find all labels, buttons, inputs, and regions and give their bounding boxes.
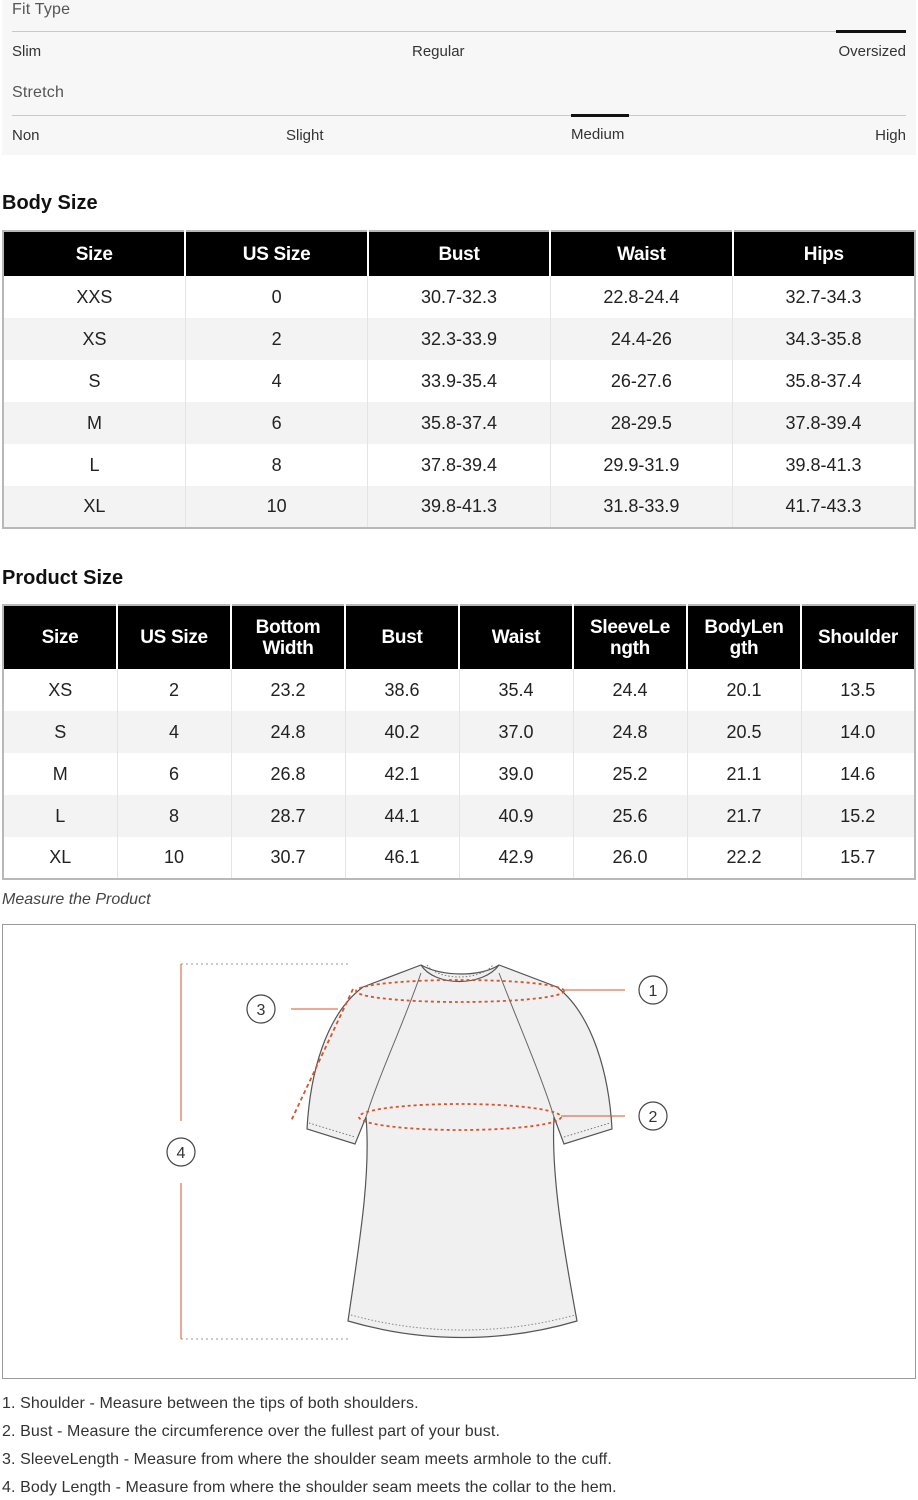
header-body-length: BodyLen gth	[687, 605, 801, 669]
table-cell: 37.0	[459, 711, 573, 753]
callout-2-label: 2	[648, 1109, 658, 1126]
table-cell: 35.8-37.4	[733, 360, 915, 402]
table-cell: 24.4-26	[550, 318, 732, 360]
fit-type-selected-marker	[836, 30, 906, 33]
table-cell: 37.8-39.4	[733, 402, 915, 444]
table-row	[3, 795, 915, 837]
fit-option-slim: Slim	[12, 43, 42, 60]
measurement-notes	[2, 1393, 916, 1500]
table-cell: 2	[185, 318, 367, 360]
table-cell: 31.8-33.9	[550, 486, 732, 528]
table-row	[3, 360, 915, 402]
table-cell: L	[3, 444, 185, 486]
table-cell: 40.2	[345, 711, 459, 753]
table-cell: 40.9	[459, 795, 573, 837]
table-cell: 32.7-34.3	[733, 276, 915, 318]
header-sleeve-length: SleeveLe ngth	[573, 605, 687, 669]
callout-4	[167, 1138, 195, 1166]
tshirt-outline	[307, 965, 612, 1338]
table-cell: 20.5	[687, 711, 801, 753]
callout-3-label: 3	[256, 1002, 266, 1019]
table-cell: S	[3, 360, 185, 402]
header-us-size: US Size	[185, 231, 367, 276]
table-cell: 13.5	[801, 669, 915, 711]
measure-caption: Measure the Product	[2, 891, 151, 908]
table-cell: 10	[185, 486, 367, 528]
header-us-size: US Size	[117, 605, 231, 669]
header-bust: Bust	[345, 605, 459, 669]
fit-panel	[2, 0, 916, 155]
table-row	[3, 318, 915, 360]
table-header-row	[3, 605, 915, 669]
table-cell: 14.0	[801, 711, 915, 753]
tshirt-diagram-svg	[3, 925, 915, 1377]
tshirt-icon	[307, 965, 612, 1338]
table-row	[3, 711, 915, 753]
table-cell: 34.3-35.8	[733, 318, 915, 360]
table-cell: M	[3, 402, 185, 444]
table-cell: XS	[3, 318, 185, 360]
table-cell: 26.8	[231, 753, 345, 795]
note-shoulder: 1. Shoulder - Measure between the tips of both shoulders.	[2, 1395, 419, 1412]
table-cell: 28.7	[231, 795, 345, 837]
header-shoulder: Shoulder	[801, 605, 915, 669]
table-row	[3, 669, 915, 711]
table-cell: 0	[185, 276, 367, 318]
table-cell: 4	[117, 711, 231, 753]
table-cell: 35.8-37.4	[368, 402, 550, 444]
table-cell: 37.8-39.4	[368, 444, 550, 486]
table-cell: M	[3, 753, 117, 795]
body-size-title: Body Size	[2, 192, 98, 214]
table-header-row	[3, 231, 915, 276]
table-cell: 24.8	[573, 711, 687, 753]
table-cell: 14.6	[801, 753, 915, 795]
stretch-track	[12, 115, 906, 116]
table-cell: XXS	[3, 276, 185, 318]
table-cell: 25.2	[573, 753, 687, 795]
note-body-length: 4. Body Length - Measure from where the shoulder seam meets the collar to the hem.	[2, 1479, 617, 1496]
table-cell: 44.1	[345, 795, 459, 837]
table-cell: 4	[185, 360, 367, 402]
table-row	[3, 402, 915, 444]
table-cell: 33.9-35.4	[368, 360, 550, 402]
measurement-diagram	[2, 924, 916, 1379]
table-cell: 6	[117, 753, 231, 795]
table-cell: 29.9-31.9	[550, 444, 732, 486]
table-cell: 15.7	[801, 837, 915, 879]
table-cell: 30.7	[231, 837, 345, 879]
table-cell: XL	[3, 837, 117, 879]
table-cell: 39.8-41.3	[733, 444, 915, 486]
stretch-option-non: Non	[12, 127, 40, 144]
stretch-selected-marker	[571, 114, 629, 117]
table-cell: 26.0	[573, 837, 687, 879]
fit-type-label: Fit Type	[12, 1, 71, 18]
table-cell: 30.7-32.3	[368, 276, 550, 318]
table-cell: 2	[117, 669, 231, 711]
table-cell: 41.7-43.3	[733, 486, 915, 528]
stretch-option-medium: Medium	[571, 126, 625, 143]
table-row	[3, 276, 915, 318]
table-cell: 6	[185, 402, 367, 444]
stretch-label: Stretch	[12, 84, 65, 101]
header-waist: Waist	[459, 605, 573, 669]
table-cell: 38.6	[345, 669, 459, 711]
table-cell: 21.1	[687, 753, 801, 795]
table-cell: 15.2	[801, 795, 915, 837]
table-cell: 42.1	[345, 753, 459, 795]
table-cell: 26-27.6	[550, 360, 732, 402]
fit-option-oversized: Oversized	[838, 43, 906, 60]
note-sleeve-length: 3. SleeveLength - Measure from where the shoulder seam meets armhole to the cuff.	[2, 1451, 612, 1468]
table-cell: 46.1	[345, 837, 459, 879]
table-cell: 8	[117, 795, 231, 837]
callout-4-label: 4	[176, 1145, 186, 1162]
table-cell: 39.8-41.3	[368, 486, 550, 528]
table-cell: 21.7	[687, 795, 801, 837]
fit-option-regular: Regular	[412, 43, 465, 60]
header-bust: Bust	[368, 231, 550, 276]
header-waist: Waist	[550, 231, 732, 276]
table-cell: 24.4	[573, 669, 687, 711]
table-cell: 20.1	[687, 669, 801, 711]
product-size-title: Product Size	[2, 567, 124, 589]
body-size-table	[2, 230, 916, 529]
table-cell: 32.3-33.9	[368, 318, 550, 360]
table-cell: 39.0	[459, 753, 573, 795]
header-bottom-width: Bottom Width	[231, 605, 345, 669]
table-row	[3, 444, 915, 486]
callout-3	[247, 995, 275, 1023]
table-cell: XL	[3, 486, 185, 528]
table-cell: 22.2	[687, 837, 801, 879]
table-cell: 10	[117, 837, 231, 879]
table-row	[3, 837, 915, 879]
callout-2	[639, 1102, 667, 1130]
table-cell: S	[3, 711, 117, 753]
header-size: Size	[3, 231, 185, 276]
stretch-option-slight: Slight	[286, 127, 324, 144]
header-size: Size	[3, 605, 117, 669]
note-bust: 2. Bust - Measure the circumference over the fullest part of your bust.	[2, 1423, 500, 1440]
header-hips: Hips	[733, 231, 915, 276]
table-cell: 22.8-24.4	[550, 276, 732, 318]
fit-type-track	[12, 31, 906, 32]
callout-1-label: 1	[648, 983, 658, 1000]
table-row	[3, 753, 915, 795]
table-cell: 8	[185, 444, 367, 486]
table-cell: 23.2	[231, 669, 345, 711]
table-cell: L	[3, 795, 117, 837]
table-cell: 35.4	[459, 669, 573, 711]
table-cell: 42.9	[459, 837, 573, 879]
table-cell: 24.8	[231, 711, 345, 753]
product-size-table	[2, 604, 916, 880]
table-row	[3, 486, 915, 528]
table-cell: 28-29.5	[550, 402, 732, 444]
stretch-option-high: High	[875, 127, 906, 144]
table-cell: XS	[3, 669, 117, 711]
table-cell: 25.6	[573, 795, 687, 837]
callout-1	[639, 976, 667, 1004]
